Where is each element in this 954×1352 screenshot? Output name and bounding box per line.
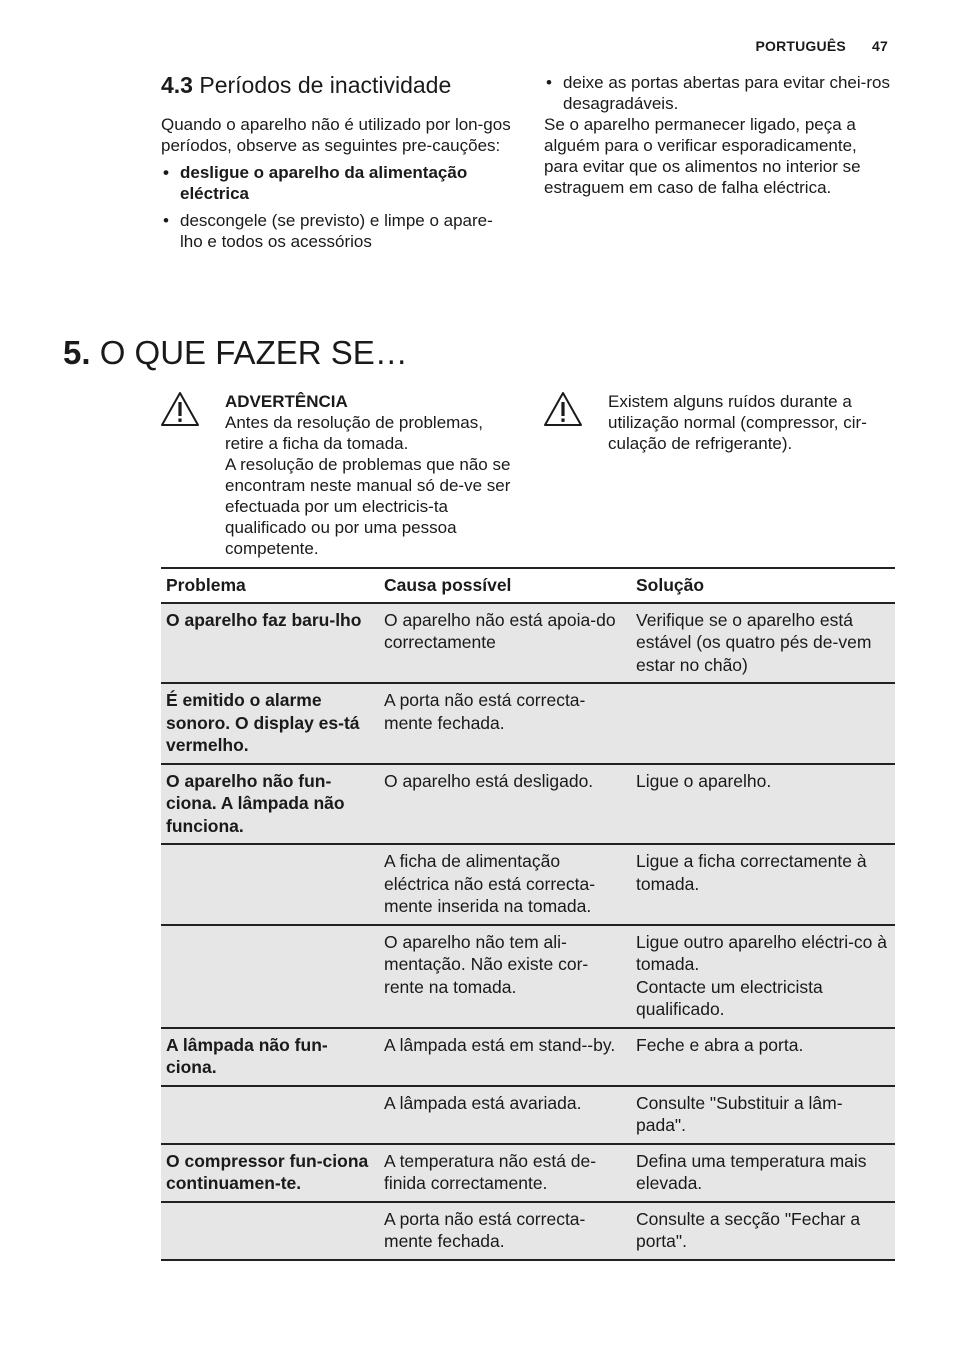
table-row <box>161 683 895 764</box>
table-row <box>161 1144 895 1202</box>
chapter-number: 5. <box>63 334 91 371</box>
column-header: Problema <box>161 568 379 603</box>
solution-cell: Consulte "Substituir a lâm-pada". <box>631 1086 895 1144</box>
cause-cell: A ficha de alimentação eléctrica não está correcta-mente inserida na tomada. <box>379 844 631 925</box>
table-row <box>161 1028 895 1086</box>
section-number: 4.3 <box>161 72 193 98</box>
section-4-3-left <box>161 70 513 258</box>
cause-cell: A porta não está correcta-mente fechada. <box>379 1202 631 1260</box>
solution-cell: Verifique se o aparelho está estável (os quatro pés de-vem estar no chão) <box>631 603 895 684</box>
problem-cell: É emitido o alarme sonoro. O display es-tá vermelho. <box>161 683 379 764</box>
cause-cell: A lâmpada está em stand--by. <box>379 1028 631 1086</box>
warning-triangle-icon <box>160 391 200 427</box>
problem-cell: A lâmpada não fun-ciona. <box>161 1028 379 1086</box>
solution-cell: Ligue o aparelho. <box>631 764 895 845</box>
warning-title: ADVERTÊNCIA <box>225 392 348 411</box>
table-row <box>161 764 895 845</box>
section-paragraph: Se o aparelho permanecer ligado, peça a alguém para o verificar esporadicamente, para evitar que os alimentos no interior se estraguem em caso de falha eléctrica. <box>544 115 861 197</box>
column-header: Solução <box>631 568 895 603</box>
section-title-text: Períodos de inactividade <box>199 72 452 98</box>
solution-cell: Defina uma temperatura mais elevada. <box>631 1144 895 1202</box>
problem-cell <box>161 1086 379 1144</box>
warning-line: A resolução de problemas que não se encontram neste manual só de-ve ser efectuada por um electricis-ta qualificado ou por uma pessoa competente. <box>225 455 511 558</box>
solution-cell: Consulte a secção "Fechar a porta". <box>631 1202 895 1260</box>
list-item: • deixe as portas abertas para evitar chei-ros desagradáveis. <box>544 72 894 114</box>
cause-cell: A temperatura não está de-finida correctamente. <box>379 1144 631 1202</box>
page-header <box>755 38 888 54</box>
table-row <box>161 844 895 925</box>
warning-text <box>225 391 515 559</box>
solution-cell <box>631 683 895 764</box>
precautions-list-continued <box>544 72 894 114</box>
chapter-title <box>63 333 408 373</box>
precautions-list <box>161 162 513 252</box>
warning-triangle-icon <box>543 391 583 427</box>
cause-cell: O aparelho está desligado. <box>379 764 631 845</box>
table-header-row <box>161 568 895 603</box>
solution-cell: Feche e abra a porta. <box>631 1028 895 1086</box>
chapter-title-text: O QUE FAZER SE… <box>99 334 408 371</box>
warning-text: Existem alguns ruídos durante a utilização normal (compressor, cir-culação de refrigerante). <box>608 392 867 453</box>
table-row <box>161 1202 895 1260</box>
problem-cell <box>161 925 379 1028</box>
header-language: PORTUGUÊS <box>755 38 846 54</box>
cause-cell: A porta não está correcta-mente fechada. <box>379 683 631 764</box>
problem-cell: O compressor fun-ciona continuamen-te. <box>161 1144 379 1202</box>
column-header: Causa possível <box>379 568 631 603</box>
section-4-3-title <box>161 70 513 100</box>
cause-cell: O aparelho não está apoia-do correctamente <box>379 603 631 684</box>
solution-cell: Ligue a ficha correctamente à tomada. <box>631 844 895 925</box>
solution-cell: Ligue outro aparelho eléctri-co à tomada. Contacte um electricista qualificado. <box>631 925 895 1028</box>
page-number: 47 <box>872 38 888 54</box>
table-row <box>161 1086 895 1144</box>
list-item: • descongele (se previsto) e limpe o apare-lho e todos os acessórios <box>161 210 513 252</box>
cause-cell: O aparelho não tem ali-mentação. Não existe cor-rente na tomada. <box>379 925 631 1028</box>
list-item: • desligue o aparelho da alimentação eléctrica <box>161 162 513 204</box>
cause-cell: A lâmpada está avariada. <box>379 1086 631 1144</box>
problem-cell <box>161 844 379 925</box>
warning-line: Antes da resolução de problemas, retire a ficha da tomada. <box>225 413 483 453</box>
section-intro: Quando o aparelho não é utilizado por lon-gos períodos, observe as seguintes pre-cauções: <box>161 115 511 155</box>
table-row <box>161 603 895 684</box>
problem-cell: O aparelho não fun-ciona. A lâmpada não funciona. <box>161 764 379 845</box>
problem-cell: O aparelho faz baru-lho <box>161 603 379 684</box>
table-row <box>161 925 895 1028</box>
section-4-3-right <box>544 72 894 198</box>
problem-cell <box>161 1202 379 1260</box>
troubleshooting-table <box>161 567 895 1261</box>
